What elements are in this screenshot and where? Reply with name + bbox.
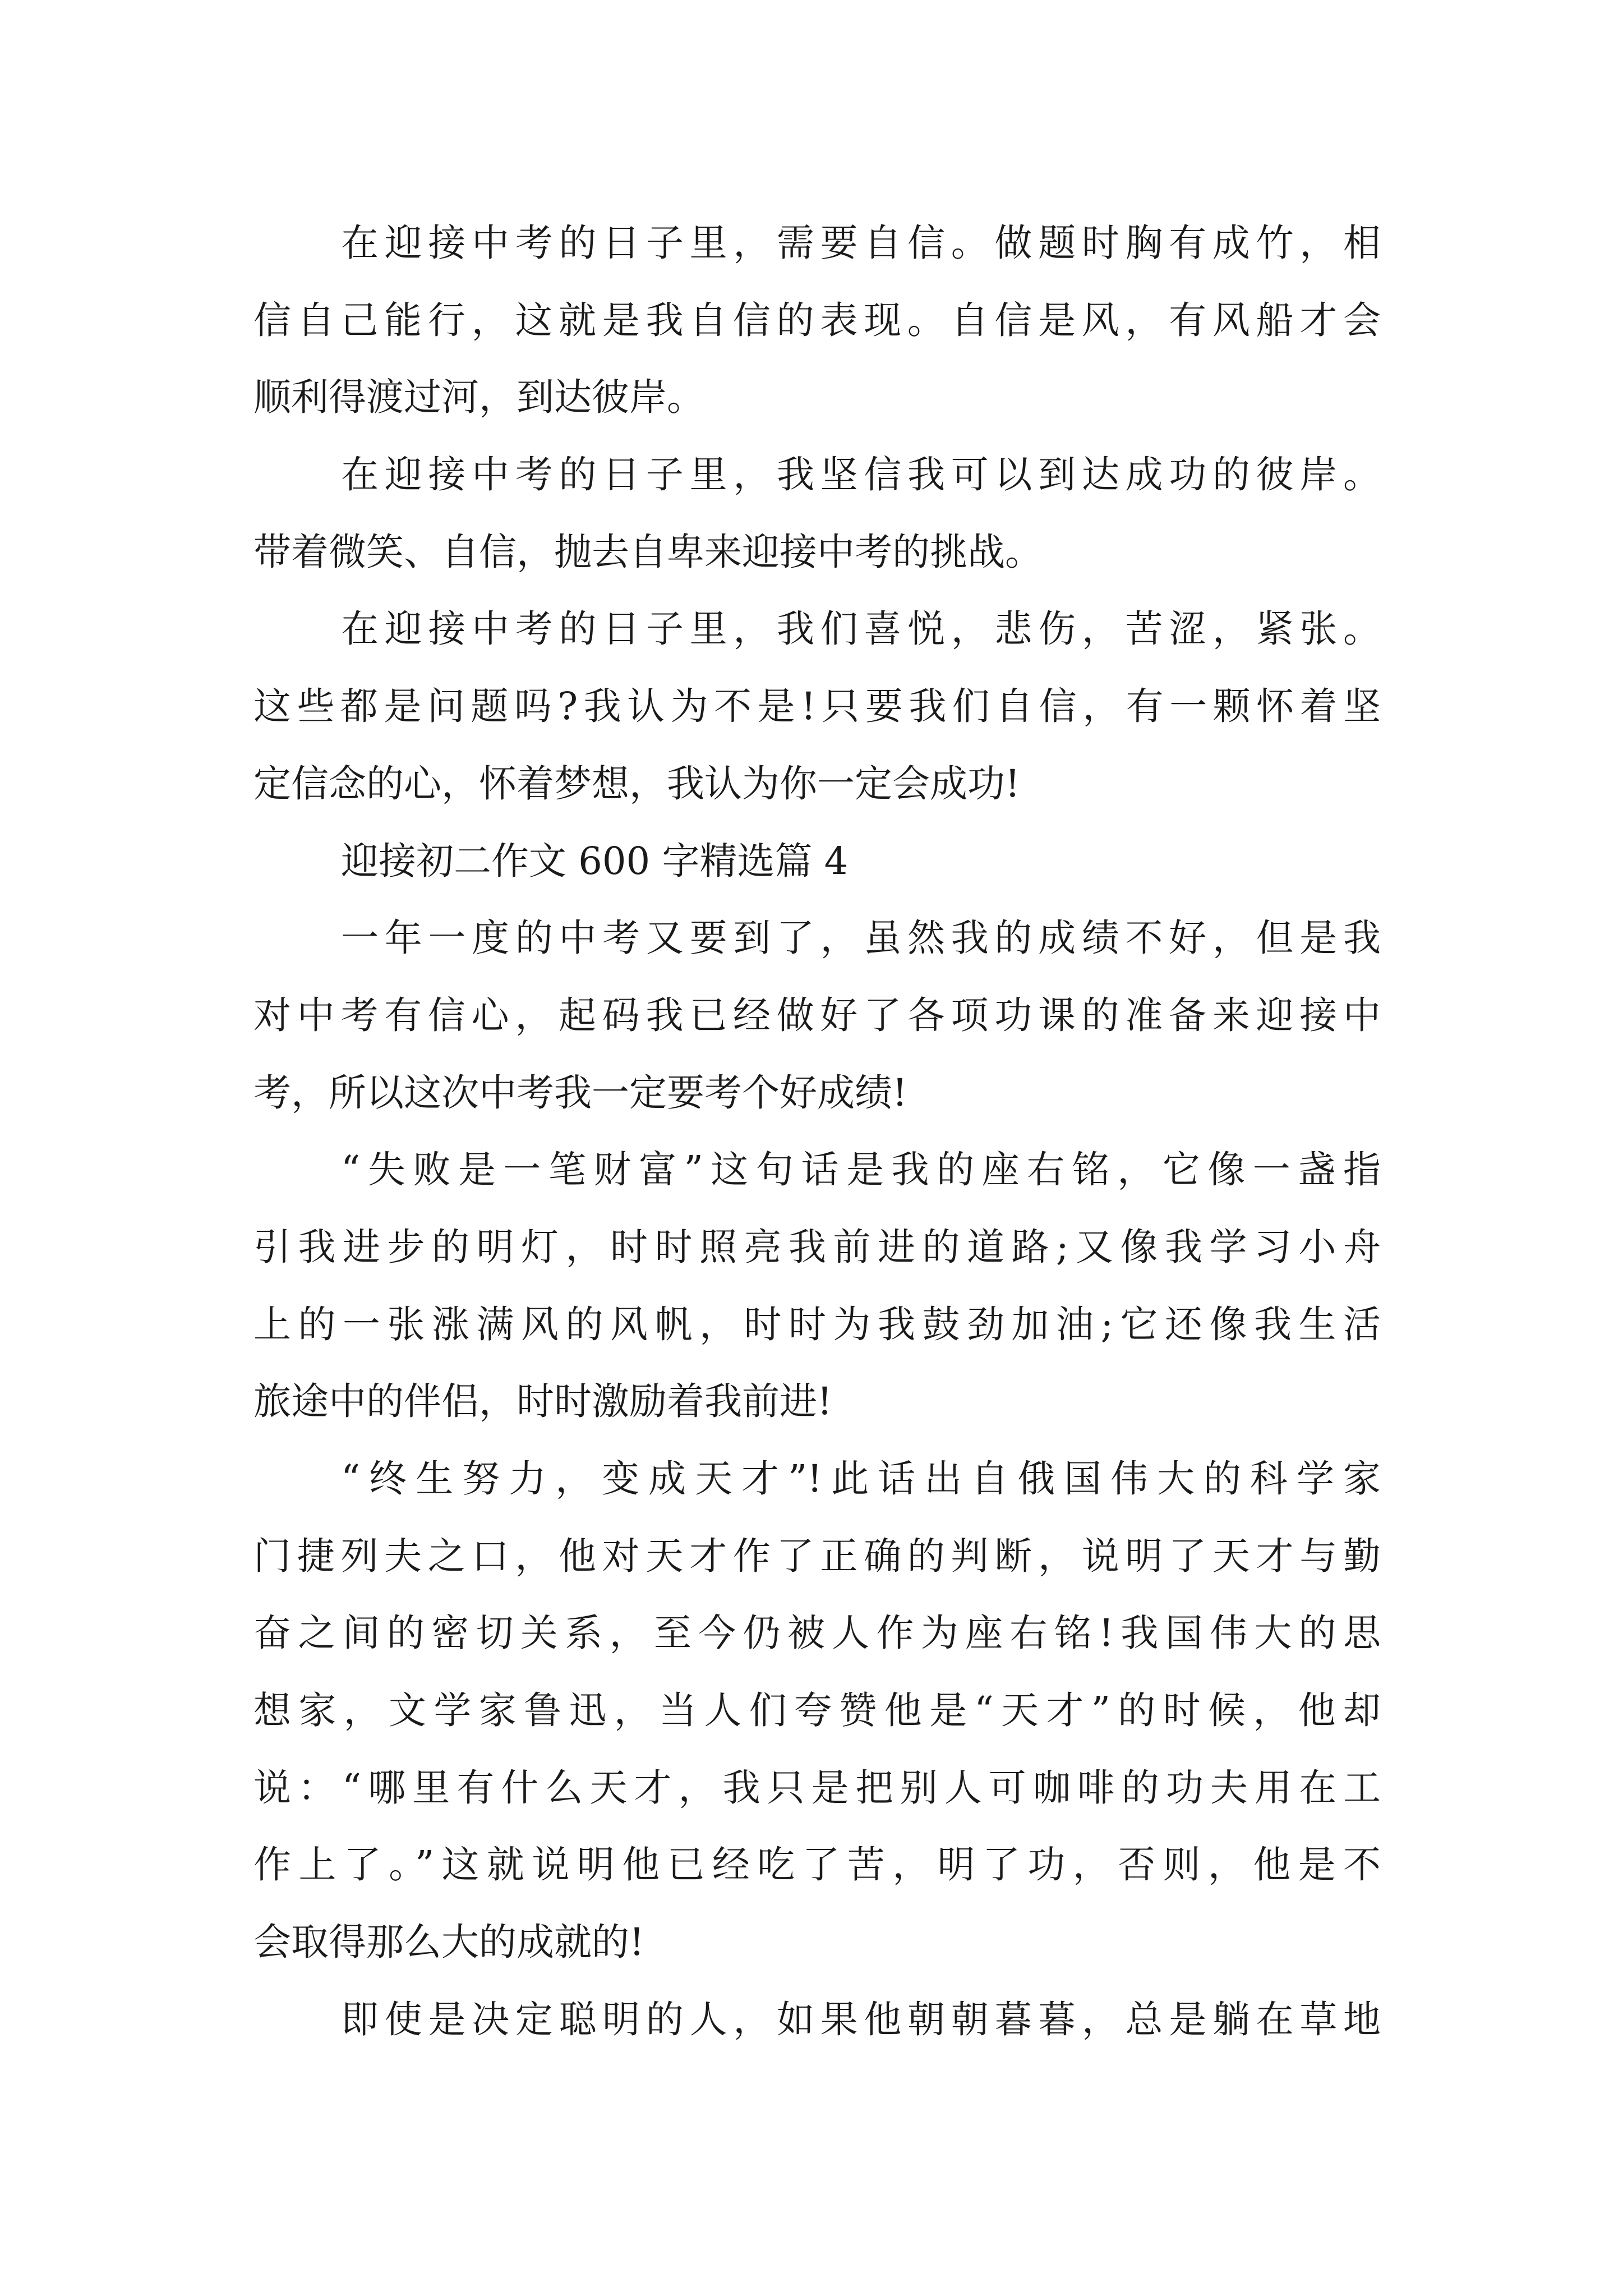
section-heading: 迎接初二作文 600 字精选篇 4 — [341, 839, 849, 883]
text-line: 一年一度的中考又要到了，虽然我的成绩不好，但是我 — [341, 916, 1381, 960]
text-line: 说：“哪里有什么天才，我只是把别人可咖啡的功夫用在工 — [253, 1765, 1381, 1810]
text-line: 作上了。”这就说明他已经吃了苦，明了功，否则，他是不 — [253, 1843, 1381, 1887]
text-line: “失败是一笔财富”这句话是我的座右铭，它像一盏指 — [341, 1148, 1381, 1192]
text-line: 带着微笑、自信，抛去自卑来迎接中考的挑战。 — [253, 530, 1043, 574]
text-line: 门捷列夫之口，他对天才作了正确的判断，说明了天才与勤 — [253, 1534, 1381, 1578]
text-line: 考，所以这次中考我一定要考个好成绩! — [253, 1070, 907, 1115]
text-line: 在迎接中考的日子里，我们喜悦，悲伤，苦涩，紧张。 — [341, 607, 1381, 651]
text-line: 旅途中的伴侣，时时激励着我前进! — [253, 1379, 832, 1424]
text-line: 奋之间的密切关系，至今仍被人作为座右铭!我国伟大的思 — [253, 1611, 1381, 1655]
text-line: 对中考有信心，起码我已经做好了各项功课的准备来迎接中 — [253, 993, 1381, 1037]
text-line: 即使是决定聪明的人，如果他朝朝暮暮，总是躺在草地 — [341, 1997, 1381, 2041]
text-line: 信自己能行，这就是我自信的表现。自信是风，有风船才会 — [253, 298, 1381, 342]
text-line: “终生努力，变成天才”!此话出自俄国伟大的科学家 — [341, 1457, 1381, 1501]
text-line: 上的一张涨满风的风帆，时时为我鼓劲加油;它还像我生活 — [253, 1302, 1381, 1346]
text-line: 顺利得渡过河，到达彼岸。 — [253, 375, 704, 420]
article-body — [253, 205, 1381, 2059]
text-line: 在迎接中考的日子里，我坚信我可以到达成功的彼岸。 — [341, 453, 1381, 497]
text-line: 引我进步的明灯，时时照亮我前进的道路;又像我学习小舟 — [253, 1225, 1381, 1269]
text-line: 定信念的心，怀着梦想，我认为你一定会成功! — [253, 761, 1020, 806]
text-line: 会取得那么大的成就的! — [253, 1920, 644, 1964]
text-line: 在迎接中考的日子里，需要自信。做题时胸有成竹，相 — [341, 221, 1381, 265]
text-line: 想家，文学家鲁迅，当人们夸赞他是“天才”的时候，他却 — [253, 1688, 1381, 1733]
text-line: 这些都是问题吗?我认为不是!只要我们自信，有一颗怀着坚 — [253, 684, 1381, 729]
